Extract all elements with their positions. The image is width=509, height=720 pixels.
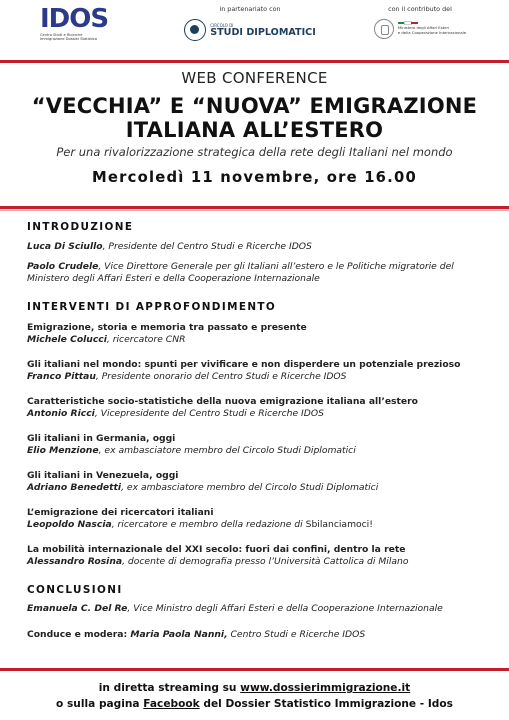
sd-small-text: CIRCOLO DI: [210, 23, 234, 28]
speaker-role-extra: Sbilanciamoci!: [305, 519, 373, 530]
partner-label: in partenariato con: [219, 5, 281, 13]
speaker-role: , Vice Direttore Generale per gli Italiani all’estero e le Politiche migratorie del Ministero degli Affari Esteri e della Cooperazione Internazionale: [27, 260, 454, 284]
talk-item: [27, 507, 487, 532]
talk-title: Gli italiani nel mondo: spunti per vivificare e non disperdere un potenziale prezioso: [27, 358, 461, 370]
talk-speaker: [27, 519, 487, 532]
top-divider: [0, 60, 509, 63]
talk-title: L’emigrazione dei ricercatori italiani: [27, 506, 214, 518]
speaker-role: , docente di demografia presso l’Università Cattolica di Milano: [122, 556, 409, 567]
main-title-line2: ITALIANA ALL’ESTERO: [125, 118, 384, 142]
talk-title: Gli italiani in Venezuela, oggi: [27, 469, 179, 481]
conclusion-speaker: [27, 603, 487, 616]
speaker-role: , ricercatore e membro della redazione di: [111, 519, 306, 530]
streaming-line: [0, 680, 509, 696]
talk-title: Caratteristiche socio-statistiche della nuova emigrazione italiana all’estero: [27, 395, 418, 407]
talk-title: La mobilità internazionale del XXI secolo: fuori dai confini, dentro la rete: [27, 543, 406, 555]
main-title-line1: “VECCHIA” E “NUOVA” EMIGRAZIONE: [31, 94, 478, 118]
program: [27, 220, 487, 642]
idos-logo-subtext: Centro Studi e Ricerche Immigrazione Dossier Statistico: [40, 33, 98, 41]
title-block: [0, 68, 509, 187]
website-link[interactable]: www.dossierimmigrazione.it: [240, 682, 411, 694]
talk-speaker: [27, 482, 487, 495]
streaming-prefix: in diretta streaming su: [98, 682, 241, 694]
speaker-name: Paolo Crudele: [27, 260, 99, 272]
facebook-line: [0, 696, 509, 712]
ministry-line2: e della Cooperazione Internazionale: [397, 30, 467, 35]
ministry-logo[interactable]: [360, 19, 480, 39]
facebook-suffix: del Dossier Statistico Immigrazione - Idos: [199, 698, 453, 710]
intro-speaker: [27, 241, 487, 254]
section-heading-interventi: INTERVENTI DI APPROFONDIMENTO: [27, 300, 277, 313]
facebook-link[interactable]: Facebook: [143, 698, 200, 710]
studi-diplomatici-emblem-icon: [184, 19, 206, 41]
event-type: WEB CONFERENCE: [181, 69, 328, 87]
talk-speaker: [27, 556, 487, 569]
speaker-role: , Vice Ministro degli Affari Esteri e della Cooperazione Internazionale: [127, 602, 443, 614]
talk-speaker: [27, 371, 487, 384]
sd-name-text: STUDI DIPLOMATICI: [210, 27, 316, 38]
ministry-wordmark: [398, 22, 466, 35]
speaker-role: , ricercatore CNR: [106, 334, 186, 345]
talk-speaker: [27, 445, 487, 458]
italian-republic-emblem-icon: [374, 19, 394, 39]
talk-item: [27, 322, 487, 347]
talk-title: Gli italiani in Germania, oggi: [27, 432, 176, 444]
subtitle: Per una rivalorizzazione strategica della rete degli Italiani nel mondo: [56, 145, 453, 159]
speaker-name: Franco Pittau: [27, 371, 96, 382]
main-title: [0, 94, 509, 142]
studi-diplomatici-logo[interactable]: [180, 19, 320, 41]
speaker-role: , Presidente del Centro Studi e Ricerche IDOS: [102, 241, 312, 252]
middle-divider: [0, 206, 509, 211]
talk-speaker: [27, 334, 487, 347]
event-date: Mercoledì 11 novembre, ore 16.00: [91, 169, 417, 186]
header: [0, 0, 509, 58]
speaker-name: Luca Di Sciullo: [27, 241, 103, 252]
idos-logo[interactable]: [40, 5, 110, 53]
facebook-prefix: o sulla pagina: [56, 698, 144, 710]
talk-item: [27, 544, 487, 569]
speaker-name: Elio Menzione: [27, 445, 99, 456]
section-heading-conclusioni: CONCLUSIONI: [27, 583, 123, 596]
speaker-name: Michele Colucci: [27, 334, 107, 345]
contribution-block: [360, 5, 480, 39]
footer: [0, 680, 509, 712]
intro-speaker: [27, 261, 487, 286]
speaker-name: Antonio Ricci: [27, 408, 95, 419]
moderator-name: Maria Paola Nanni,: [130, 629, 228, 640]
speaker-name: Alessandro Rosina: [27, 556, 123, 567]
moderator-role: Centro Studi e Ricerche IDOS: [227, 629, 366, 640]
talk-speaker: [27, 408, 487, 421]
idos-logo-mark: IDOS: [40, 4, 109, 34]
speaker-name: Leopoldo Nascia: [27, 519, 112, 530]
talk-title: Emigrazione, storia e memoria tra passato e presente: [27, 321, 307, 333]
talk-item: [27, 359, 487, 384]
talk-item: [27, 470, 487, 495]
bottom-divider: [0, 668, 509, 671]
speaker-role: , ex ambasciatore membro del Circolo Studi Diplomatici: [98, 445, 356, 456]
speaker-name: Adriano Benedetti: [27, 482, 122, 493]
speaker-role: , Vicepresidente del Centro Studi e Ricerche IDOS: [94, 408, 324, 419]
moderator-line: [27, 629, 487, 642]
speaker-role: , ex ambasciatore membro del Circolo Studi Diplomatici: [121, 482, 379, 493]
speaker-name: Emanuela C. Del Re: [27, 602, 128, 614]
section-heading-introduzione: INTRODUZIONE: [27, 221, 134, 233]
talk-item: [27, 396, 487, 421]
studi-diplomatici-wordmark: [210, 23, 316, 37]
speaker-role: , Presidente onorario del Centro Studi e Ricerche IDOS: [95, 371, 347, 382]
moderate-label: Conduce e modera:: [27, 629, 131, 640]
contrib-label: con il contributo del: [388, 5, 452, 13]
partner-block: [180, 5, 320, 41]
italian-flag-icon: [398, 22, 418, 24]
ministry-line1: Ministero degli Affari Esteri: [397, 25, 450, 31]
talk-item: [27, 433, 487, 458]
